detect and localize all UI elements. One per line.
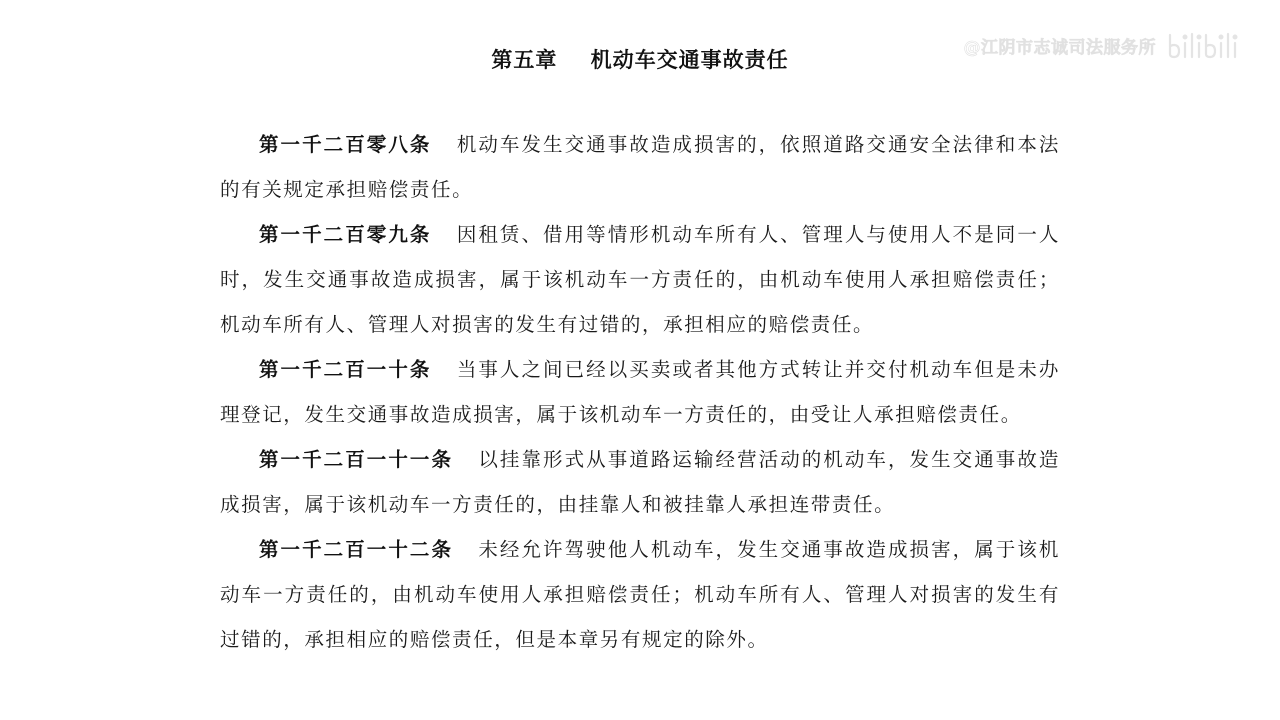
article-heading: 第一千二百零八条 — [259, 133, 432, 156]
watermark-text: @江阴市志诚司法服务所 — [963, 37, 1156, 58]
article-heading: 第一千二百一十条 — [259, 358, 432, 381]
article-1208 — [220, 122, 1060, 212]
chapter-title: 第五章 机动车交通事故责任 — [491, 48, 789, 72]
article-heading: 第一千二百一十一条 — [259, 448, 454, 471]
article-body: 因租赁、借用等情形机动车所有人、管理人与使用人不是同一人时，发生交通事故造成损害，属于该机动车一方责任的，由机动车使用人承担赔偿责任；机动车所有人、管理人对损害的发生有过错的，承担相应的赔偿责任。 — [220, 223, 1060, 336]
article-heading: 第一千二百一十二条 — [259, 538, 454, 561]
article-1212 — [220, 527, 1060, 662]
article-1211 — [220, 437, 1060, 527]
article-list — [220, 122, 1060, 662]
article-1209 — [220, 212, 1060, 347]
article-heading: 第一千二百零九条 — [259, 223, 432, 246]
article-body: 当事人之间已经以买卖或者其他方式转让并交付机动车但是未办理登记，发生交通事故造成损害，属于该机动车一方责任的，由受让人承担赔偿责任。 — [220, 358, 1060, 426]
article-body: 以挂靠形式从事道路运输经营活动的机动车，发生交通事故造成损害，属于该机动车一方责任的，由挂靠人和被挂靠人承担连带责任。 — [220, 448, 1060, 516]
article-1210 — [220, 347, 1060, 437]
bilibili-logo-icon — [1166, 30, 1258, 60]
watermark — [964, 30, 1259, 60]
article-body: 未经允许驾驶他人机动车，发生交通事故造成损害，属于该机动车一方责任的，由机动车使用人承担赔偿责任；机动车所有人、管理人对损害的发生有过错的，承担相应的赔偿责任，但是本章另有规定的除外。 — [220, 538, 1060, 651]
article-body: 机动车发生交通事故造成损害的，依照道路交通安全法律和本法的有关规定承担赔偿责任。 — [220, 133, 1060, 201]
